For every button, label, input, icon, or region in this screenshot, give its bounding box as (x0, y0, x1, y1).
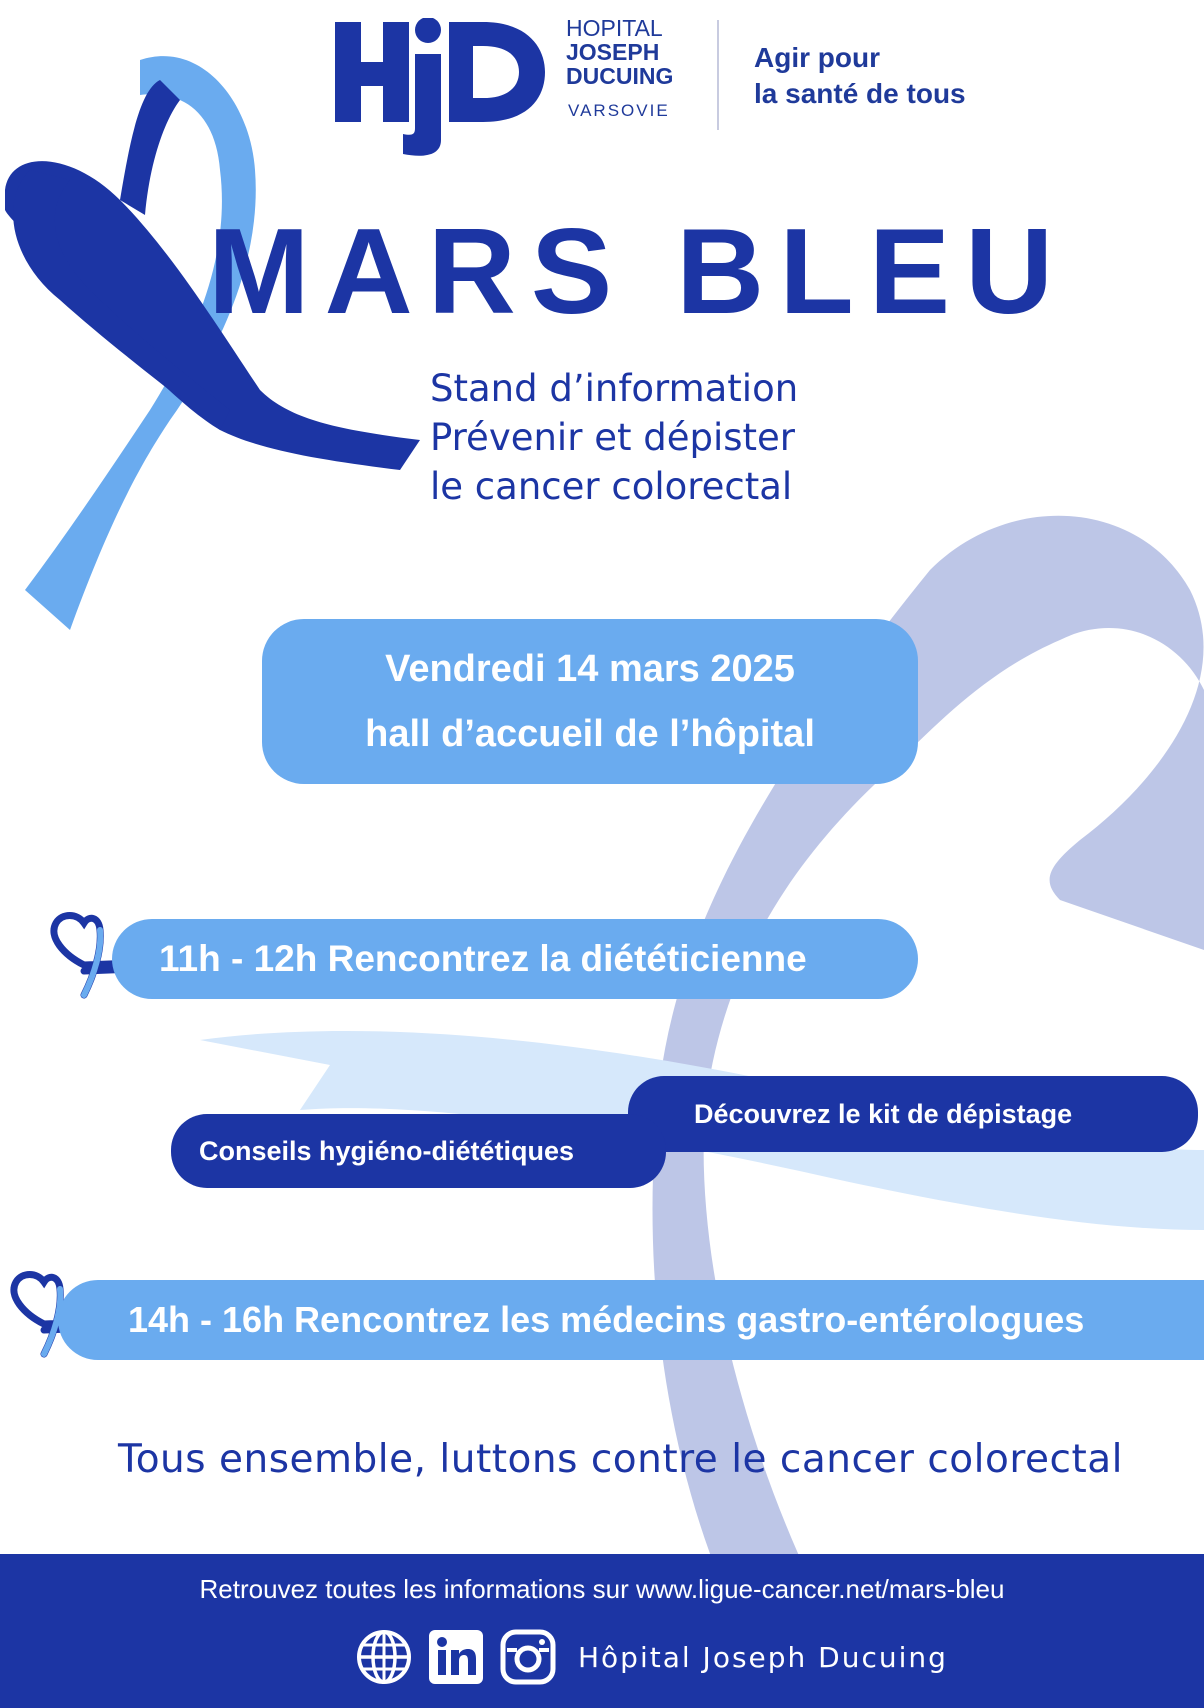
tagline-line-1: Agir pour (754, 42, 880, 73)
event-date: Vendredi 14 mars 2025 (385, 647, 795, 690)
hjd-logo-icon (333, 18, 548, 158)
logo-line-varsovie: VARSOVIE (568, 101, 670, 121)
linkedin-icon[interactable] (426, 1627, 486, 1687)
session-screening-kit: Découvrez le kit de dépistage (628, 1076, 1198, 1152)
logo-line-joseph: JOSEPH (566, 39, 660, 66)
page-title: MARS BLEU (208, 203, 1069, 339)
subtitle-line-1: Stand d’information (430, 367, 799, 410)
session-gastroenterologists: 14h - 16h Rencontrez les médecins gastro-entérologues (58, 1280, 1204, 1360)
org-name: Hôpital Joseph Ducuing (578, 1640, 948, 1674)
session-dietitian: 11h - 12h Rencontrez la diététicienne (112, 919, 918, 999)
footer (0, 1554, 1204, 1708)
closing-message: Tous ensemble, luttons contre le cancer colorectal (118, 1437, 1123, 1482)
footer-info-link[interactable]: Retrouvez toutes les informations sur www.ligue-cancer.net/mars-bleu (199, 1574, 1005, 1604)
session-hygiene-advice: Conseils hygiéno-diététiques (171, 1114, 666, 1188)
footer-social (354, 1627, 948, 1687)
logo-line-hopital: HOPITAL (566, 15, 663, 41)
subtitle-line-3: le cancer colorectal (430, 465, 793, 509)
globe-icon[interactable] (354, 1627, 414, 1687)
logo-line-ducuing: DUCUING (566, 63, 674, 90)
event-date-box (262, 619, 918, 784)
tagline (754, 40, 966, 113)
subtitle (430, 364, 798, 512)
subtitle-line-2: Prévenir et dépister (430, 416, 795, 460)
tagline-line-2: la santé de tous (754, 78, 966, 110)
header-divider (717, 20, 719, 130)
hospital-logo-text (566, 16, 673, 120)
instagram-icon[interactable] (498, 1627, 558, 1687)
dark-heart-top-shape (120, 80, 180, 215)
event-location: hall d’accueil de l’hôpital (365, 712, 815, 755)
